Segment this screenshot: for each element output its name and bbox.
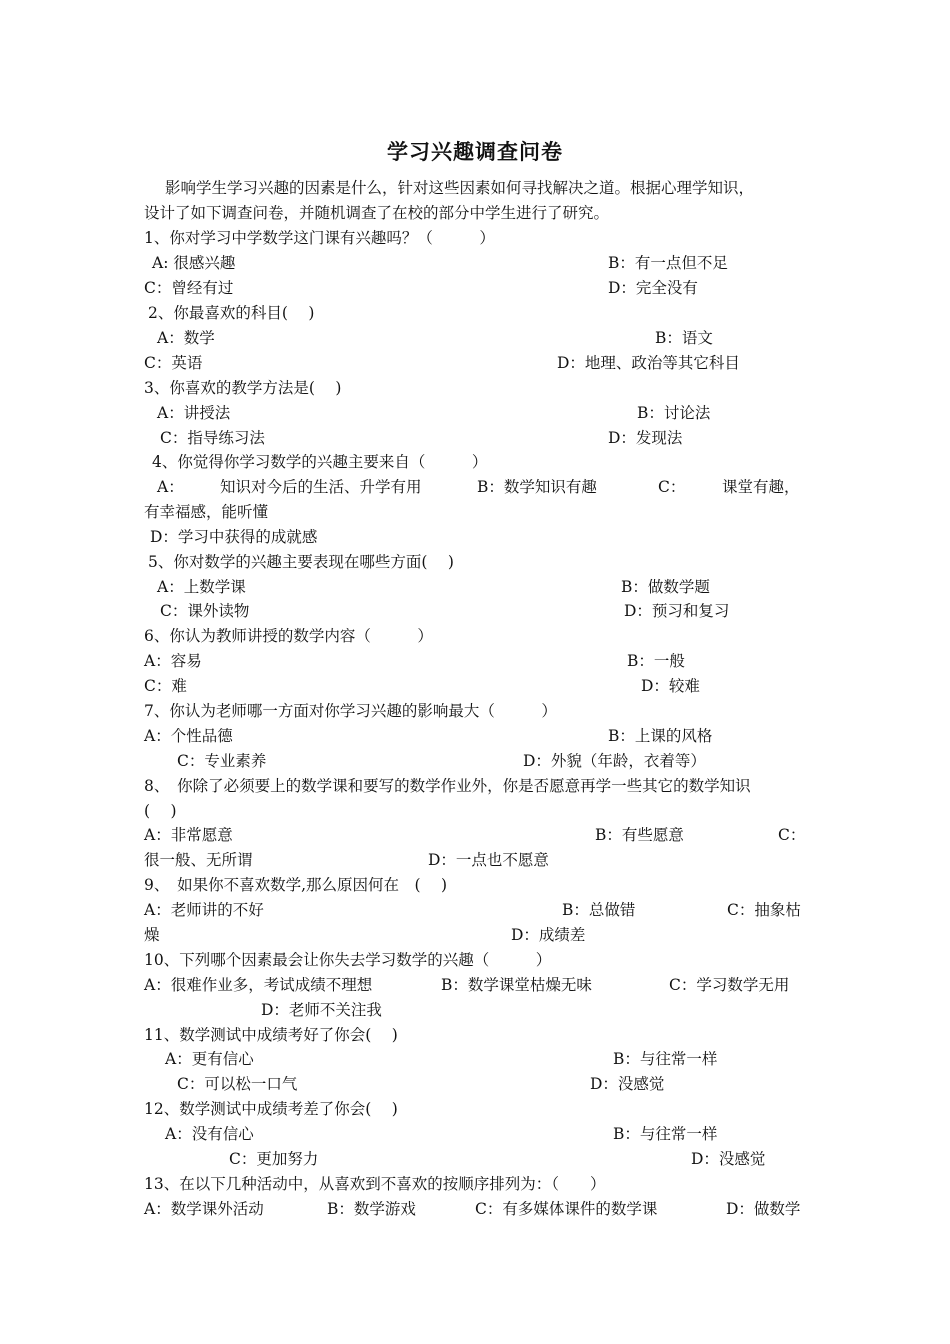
question-5: 5、你对数学的兴趣主要表现在哪些方面( )	[148, 553, 454, 571]
q6-option-a: A：容易	[144, 652, 202, 670]
q6-option-c: C：难	[144, 677, 187, 695]
q10-option-d: D：老师不关注我	[261, 1001, 382, 1019]
q2-option-b: B：语文	[655, 329, 713, 347]
q5-option-c: C：课外读物	[160, 602, 250, 620]
question-13: 13、在以下几种活动中，从喜欢到不喜欢的按顺序排列为：（ ）	[144, 1175, 606, 1193]
question-11: 11、数学测试中成绩考好了你会( )	[144, 1026, 398, 1044]
q1-option-d: D：完全没有	[608, 279, 698, 297]
q13-option-a: A：数学课外活动	[144, 1200, 264, 1218]
q13-option-b: B：数学游戏	[327, 1200, 416, 1218]
q7-option-a: A：个性品德	[144, 727, 233, 745]
q1-option-b: B：有一点但不足	[608, 254, 728, 272]
q10-option-b: B：数学课堂枯燥无味	[441, 976, 592, 994]
q4-option-d: D：学习中获得的成就感	[150, 528, 318, 546]
q4-option-c-continued: 有幸福感，能听懂	[144, 503, 269, 521]
question-10: 10、下列哪个因素最会让你失去学习数学的兴趣（ ）	[144, 951, 552, 969]
q4-option-a: 知识对今后的生活、升学有用	[220, 478, 422, 496]
question-6: 6、你认为教师讲授的数学内容（ ）	[144, 627, 433, 645]
q9-option-d: D：成绩差	[511, 926, 586, 944]
question-2: 2、你最喜欢的科目( )	[148, 304, 315, 322]
q1-option-a: A: 很感兴趣	[152, 254, 236, 272]
q7-option-b: B：上课的风格	[608, 727, 713, 745]
question-9: 9、 如果你不喜欢数学,那么原因何在 ( )	[144, 876, 448, 894]
q9-option-c-continued: 燥	[144, 926, 160, 944]
intro-line-1: 影响学生学习兴趣的因素是什么，针对这些因素如何寻找解决之道。根据心理学知识，	[165, 179, 755, 197]
q11-option-c: C：可以松一口气	[177, 1075, 298, 1093]
q6-option-d: D：较难	[641, 677, 700, 695]
q5-option-d: D：预习和复习	[624, 602, 730, 620]
q12-option-a: A：没有信心	[165, 1125, 254, 1143]
q2-option-a: A：数学	[157, 329, 215, 347]
question-1: 1、你对学习中学数学这门课有兴趣吗？（ ）	[144, 229, 495, 247]
question-12: 12、数学测试中成绩考差了你会( )	[144, 1100, 398, 1118]
q5-option-a: A：上数学课	[157, 578, 246, 596]
q9-option-c: C：抽象枯	[727, 901, 801, 919]
q9-option-b: B：总做错	[562, 901, 636, 919]
q1-option-c: C：曾经有过	[144, 279, 234, 297]
question-8-continued: ( )	[144, 802, 177, 820]
q6-option-b: B：一般	[627, 652, 685, 670]
q8-option-c-label: C：	[778, 826, 806, 844]
q11-option-a: A：更有信心	[165, 1050, 254, 1068]
q10-option-c: C：学习数学无用	[669, 976, 790, 994]
question-3: 3、你喜欢的教学方法是( )	[144, 379, 342, 397]
q9-option-a: A：老师讲的不好	[144, 901, 264, 919]
q12-option-b: B：与往常一样	[613, 1125, 718, 1143]
q7-option-d: D：外貌（年龄，衣着等）	[523, 752, 706, 770]
question-8: 8、 你除了必须要上的数学课和要写的数学作业外，你是否愿意再学一些其它的数学知识	[144, 777, 751, 795]
q3-option-d: D：发现法	[608, 429, 683, 447]
q10-option-a: A：很难作业多，考试成绩不理想	[144, 976, 373, 994]
q8-option-b: B：有些愿意	[595, 826, 684, 844]
q8-option-c: 很一般、无所谓	[144, 851, 253, 869]
q3-option-a: A：讲授法	[157, 404, 231, 422]
q11-option-b: B：与往常一样	[613, 1050, 718, 1068]
question-4: 4、你觉得你学习数学的兴趣主要来自（ ）	[152, 453, 488, 471]
intro-line-2: 设计了如下调查问卷，并随机调查了在校的部分中学生进行了研究。	[144, 204, 610, 222]
q4-option-c-label: C：	[658, 478, 686, 496]
q5-option-b: B：做数学题	[621, 578, 710, 596]
question-7: 7、你认为老师哪一方面对你学习兴趣的影响最大（ ）	[144, 702, 557, 720]
q4-option-c: 课堂有趣，	[722, 478, 800, 496]
q12-option-c: C：更加努力	[229, 1150, 319, 1168]
q12-option-d: D：没感觉	[691, 1150, 766, 1168]
q13-option-c: C：有多媒体课件的数学课	[475, 1200, 658, 1218]
q11-option-d: D：没感觉	[590, 1075, 665, 1093]
q13-option-d: D：做数学	[726, 1200, 801, 1218]
q7-option-c: C：专业素养	[177, 752, 267, 770]
q2-option-c: C：英语	[144, 354, 203, 372]
q4-option-b: B：数学知识有趣	[477, 478, 597, 496]
q8-option-d: D：一点也不愿意	[428, 851, 549, 869]
q3-option-b: B：讨论法	[637, 404, 711, 422]
q2-option-d: D：地理、政治等其它科目	[557, 354, 740, 372]
page-title: 学习兴趣调查问卷	[387, 140, 563, 164]
q4-option-a-label: A：	[157, 478, 184, 496]
q8-option-a: A：非常愿意	[144, 826, 233, 844]
q3-option-c: C：指导练习法	[160, 429, 265, 447]
